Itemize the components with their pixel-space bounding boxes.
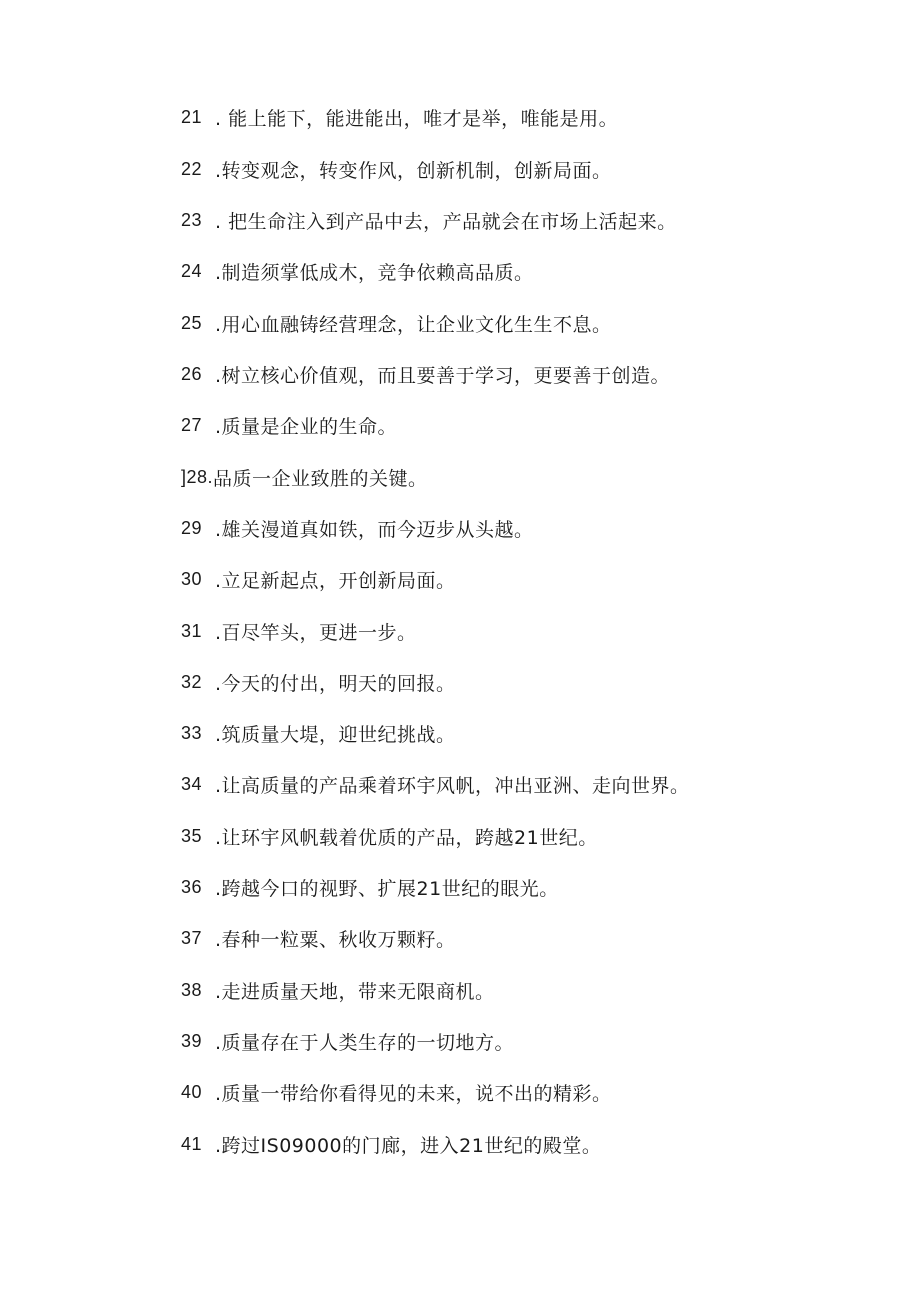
list-item <box>181 410 397 440</box>
item-text: .制造须掌低成木，竞争依赖高品质。 <box>215 261 534 284</box>
item-text: 品质一企业致胜的关键。 <box>213 467 428 490</box>
item-text: .让环宇风帆载着优质的产品，跨越21世纪。 <box>215 826 598 849</box>
item-number: 36 <box>181 876 203 897</box>
item-number: 27 <box>181 414 203 435</box>
list-item <box>181 667 456 697</box>
list-item <box>181 872 559 902</box>
list-item <box>181 616 417 646</box>
item-text: .树立核心价值观，而且要善于学习，更要善于创造。 <box>215 364 671 387</box>
item-number: 32 <box>181 671 203 692</box>
item-number: 21 <box>181 106 203 127</box>
item-text: .质量一带给你看得见的未来，说不出的精彩。 <box>215 1082 612 1105</box>
list-item <box>181 1077 612 1107</box>
item-number: 26 <box>181 363 203 384</box>
list-item <box>181 359 670 389</box>
item-number: 25 <box>181 312 203 333</box>
list-item <box>181 308 612 338</box>
item-text: .跨越今口的视野、扩展21世纪的眼光。 <box>215 877 559 900</box>
list-item <box>181 975 495 1005</box>
item-text: .跨过IS09000的门廊，进入21世纪的殿堂。 <box>215 1134 602 1157</box>
item-number: 30 <box>181 568 203 589</box>
item-number: 33 <box>181 722 203 743</box>
item-text: .春种一粒粟、秋收万颗籽。 <box>215 928 456 951</box>
item-text: . 能上能下，能进能出，唯才是举，唯能是用。 <box>215 107 619 130</box>
item-number: 37 <box>181 927 203 948</box>
item-number: 34 <box>181 773 203 794</box>
item-text: .筑质量大堤，迎世纪挑战。 <box>215 723 456 746</box>
item-number: 39 <box>181 1030 203 1051</box>
item-text: . 把生命注入到产品中去，产品就会在市场上活起来。 <box>215 210 677 233</box>
list-item <box>181 821 598 851</box>
item-text: .转变观念，转变作风，创新机制，创新局面。 <box>215 159 612 182</box>
item-text: .让高质量的产品乘着环宇风帆，冲出亚洲、走向世界。 <box>215 774 690 797</box>
item-number: 41 <box>181 1133 203 1154</box>
list-item <box>181 462 428 492</box>
item-number: 24 <box>181 260 203 281</box>
item-text: .质量是企业的生命。 <box>215 415 398 438</box>
item-text: .百尽竿头，更进一步。 <box>215 621 417 644</box>
item-text: .走进质量天地，带来无限商机。 <box>215 980 495 1003</box>
list-item <box>181 154 612 184</box>
list-item <box>181 256 534 286</box>
item-number: 31 <box>181 620 203 641</box>
item-number: 29 <box>181 517 203 538</box>
item-text: .今天的付出，明天的回报。 <box>215 672 456 695</box>
item-text: .立足新起点，开创新局面。 <box>215 569 456 592</box>
list-item <box>181 1129 601 1159</box>
list-item <box>181 769 690 799</box>
item-number: ]28. <box>181 466 214 487</box>
item-text: .用心血融铸经营理念，让企业文化生生不息。 <box>215 313 612 336</box>
list-item <box>181 102 618 132</box>
item-number: 22 <box>181 158 203 179</box>
item-number: 40 <box>181 1081 203 1102</box>
list-item <box>181 1026 514 1056</box>
item-number: 35 <box>181 825 203 846</box>
list-item <box>181 513 534 543</box>
list-item <box>181 718 456 748</box>
list-item <box>181 205 677 235</box>
item-text: .雄关漫道真如铁，而今迈步从头越。 <box>215 518 534 541</box>
list-item <box>181 564 456 594</box>
list-item <box>181 923 456 953</box>
item-text: .质量存在于人类生存的一切地方。 <box>215 1031 515 1054</box>
item-number: 23 <box>181 209 203 230</box>
item-number: 38 <box>181 979 203 1000</box>
